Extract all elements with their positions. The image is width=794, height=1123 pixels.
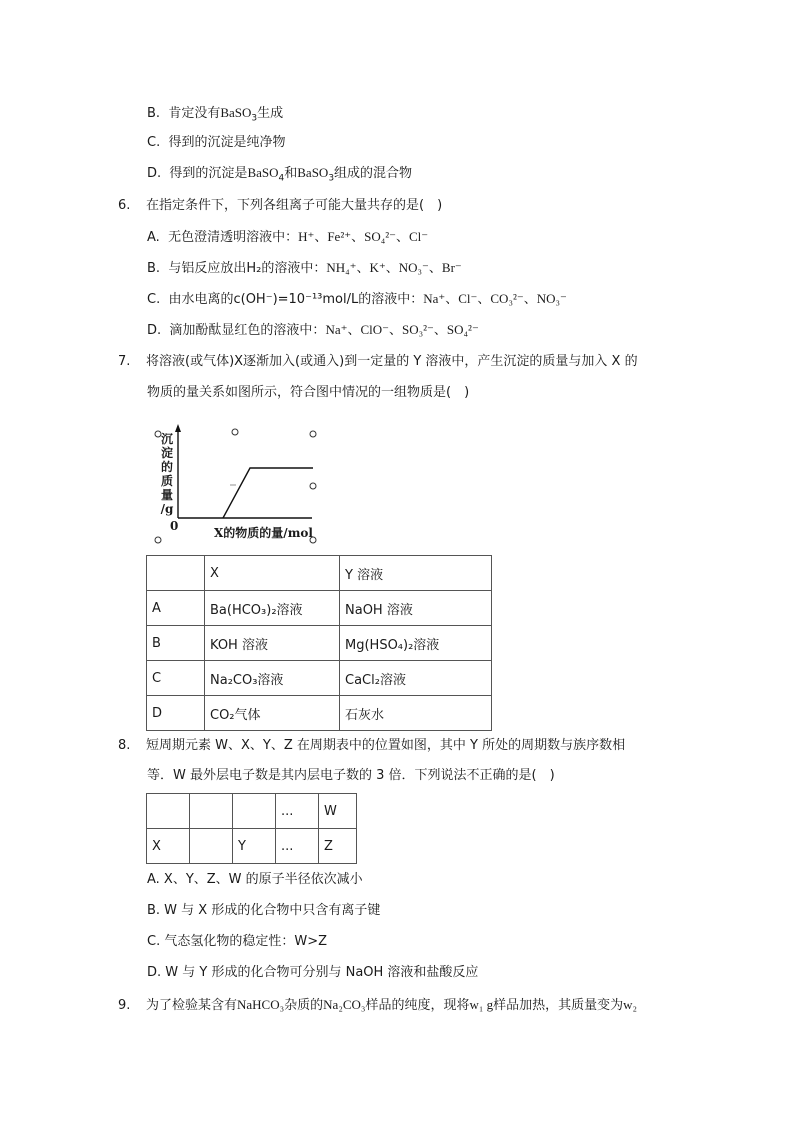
table-row: A Ba(HCO₃)₂溶液 NaOH 溶液 [147, 591, 492, 626]
table-row: ... W [147, 794, 357, 829]
q8-option-a: A. X、Y、Z、W 的原子半径依次减小 [147, 872, 363, 887]
q5-option-c: C. 得到的沉淀是纯净物 [147, 135, 286, 150]
q6-stem: 6. 在指定条件下，下列各组离子可能大量共存的是( ) [118, 198, 443, 213]
y-axis-arrow [175, 424, 181, 432]
q8-option-d: D. W 与 Y 形成的化合物可分别与 NaOH 溶液和盐酸反应 [147, 965, 479, 980]
q6-option-d: D. 滴加酚酞显红色的溶液中：Na⁺、ClO⁻、SO₃²⁻、SO₄²⁻ [147, 322, 479, 338]
x-axis-label: X的物质的量/mol [214, 526, 313, 540]
q6-option-a: A. 无色澄清透明溶液中：H⁺、Fe²⁺、SO₄²⁻、Cl⁻ [147, 229, 429, 245]
q8-option-b: B. W 与 X 形成的化合物中只含有离子键 [147, 903, 381, 918]
table-row: C Na₂CO₃溶液 CaCl₂溶液 [147, 661, 492, 696]
q5-option-d: D. 得到的沉淀是BaSO$_4$和BaSO$_3$组成的混合物 [147, 165, 413, 184]
q8-stem-line2: 等．W 最外层电子数是其内层电子数的 3 倍．下列说法不正确的是( ) [147, 768, 555, 783]
y-axis-label: 沉 淀 的 质 量 /g [160, 432, 174, 516]
series-line [223, 468, 313, 518]
table-row: X Y ... Z [147, 829, 357, 864]
q8-periodic-table [146, 793, 357, 864]
table-row: B KOH 溶液 Mg(HSO₄)₂溶液 [147, 626, 492, 661]
q7-stem-line2: 物质的量关系如图所示，符合图中情况的一组物质是( ) [147, 385, 470, 400]
q7-answer-table [146, 555, 492, 731]
q6-option-b: B. 与铝反应放出H₂的溶液中：NH₄⁺、K⁺、NO₃⁻、Br⁻ [147, 260, 462, 276]
handle-circle [310, 483, 316, 489]
table-row: D CO₂气体 石灰水 [147, 696, 492, 731]
q9-stem: 9. 为了检验某含有NaHCO₃杂质的Na₂CO₃样品的纯度，现将w₁ g样品加热，其质量变为w₂ [118, 997, 638, 1013]
handle-circle [155, 537, 161, 543]
table-row: X Y 溶液 [147, 556, 492, 591]
q8-stem-line1: 8. 短周期元素 W、X、Y、Z 在周期表中的位置如图，其中 Y 所处的周期数与族序数相 [118, 738, 626, 753]
q5-option-b: B. 肯定没有BaSO$_3$生成 [147, 105, 284, 124]
q6-option-c: C. 由水电离的c(OH⁻)=10⁻¹³mol/L的溶液中：Na⁺、Cl⁻、CO₃²⁻、NO₃⁻ [147, 291, 567, 307]
q8-option-c: C. 气态氢化物的稳定性：W>Z [147, 934, 327, 949]
origin-label: 0 [170, 519, 179, 533]
q7-stem-line1: 7. 将溶液(或气体)X逐渐加入(或通入)到一定量的 Y 溶液中，产生沉淀的质量与加入 X 的 [118, 354, 638, 369]
handle-circle [232, 429, 238, 435]
handle-circle [310, 431, 316, 437]
